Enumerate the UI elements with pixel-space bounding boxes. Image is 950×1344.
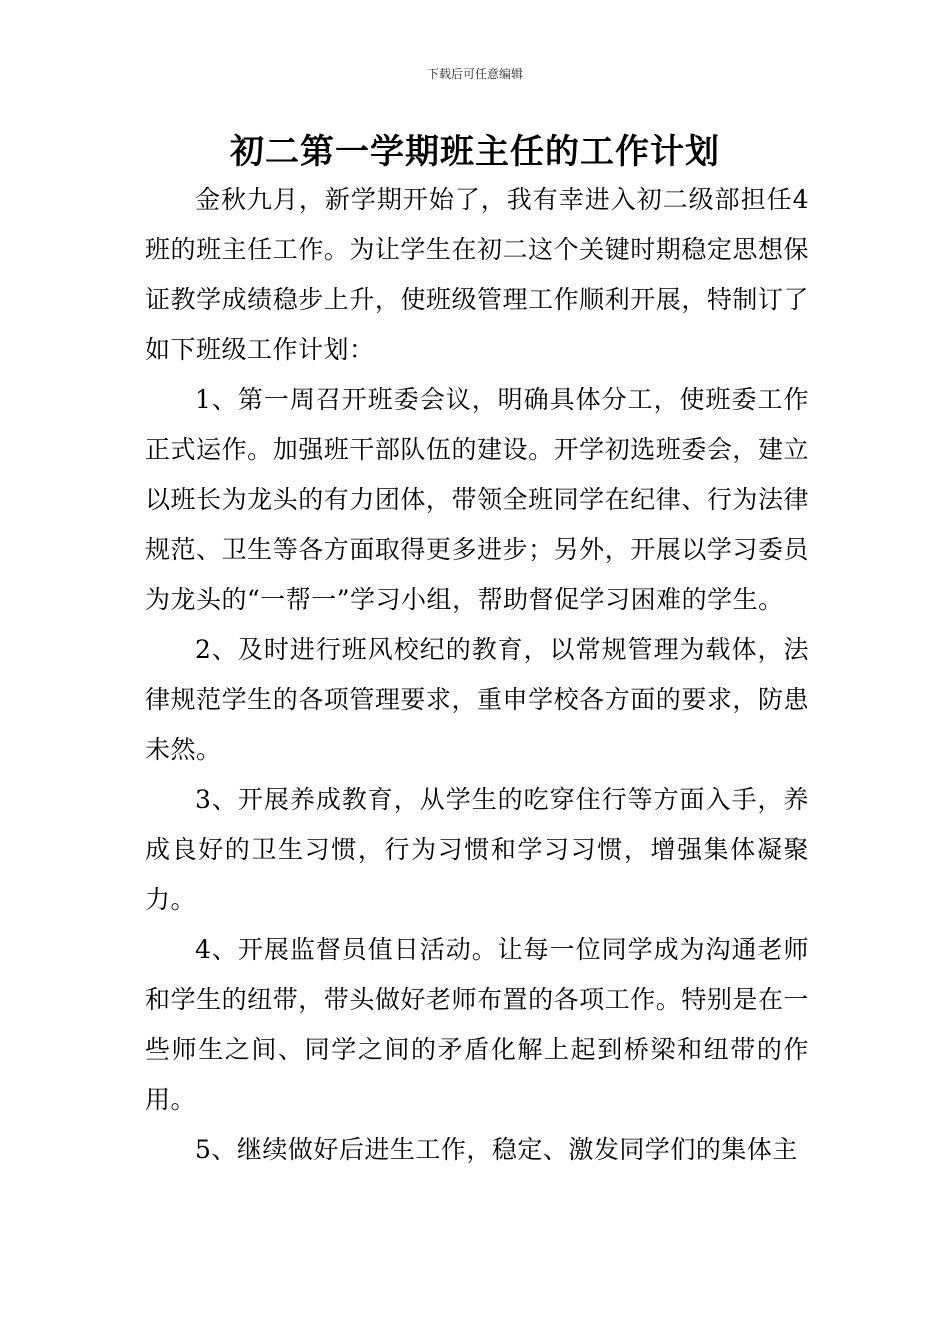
paragraph-item-1: 1、第一周召开班委会议，明确具体分工，使班委工作正式运作。加强班干部队伍的建设。开学初选班委会，建立以班长为龙头的有力团体，带领全班同学在纪律、行为法律规范、卫生等各方面取得更多进步；另外，开展以学习委员为龙头的“一帮一”学习小组，帮助督促学习困难的学生。 [145,385,809,614]
paragraph-item-2: 2、及时进行班风校纪的教育，以常规管理为载体，法律规范学生的各项管理要求，重申学校各方面的要求，防患未然。 [145,635,809,764]
paragraph-item-3: 3、开展养成教育，从学生的吃穿住行等方面入手，养成良好的卫生习惯，行为习惯和学习习惯，增强集体凝聚力。 [145,785,809,914]
paragraph-item-4: 4、开展监督员值日活动。让每一位同学成为沟通老师和学生的纽带，带头做好老师布置的各项工作。特别是在一些师生之间、同学之间的矛盾化解上起到桥梁和纽带的作用。 [145,935,809,1114]
document-body [145,175,809,1175]
document-title: 初二第一学期班主任的工作计划 [230,132,720,172]
header-note: 下载后可任意编辑 [426,67,523,81]
paragraph-item-5: 5、继续做好后进生工作，稳定、激发同学们的集体主 [195,1135,798,1164]
paragraph-intro: 金秋九月，新学期开始了，我有幸进入初二级部担任4班的班主任工作。为让学生在初二这个关键时期稳定思想保证教学成绩稳步上升，使班级管理工作顺利开展，特制订了如下班级工作计划： [145,185,809,364]
